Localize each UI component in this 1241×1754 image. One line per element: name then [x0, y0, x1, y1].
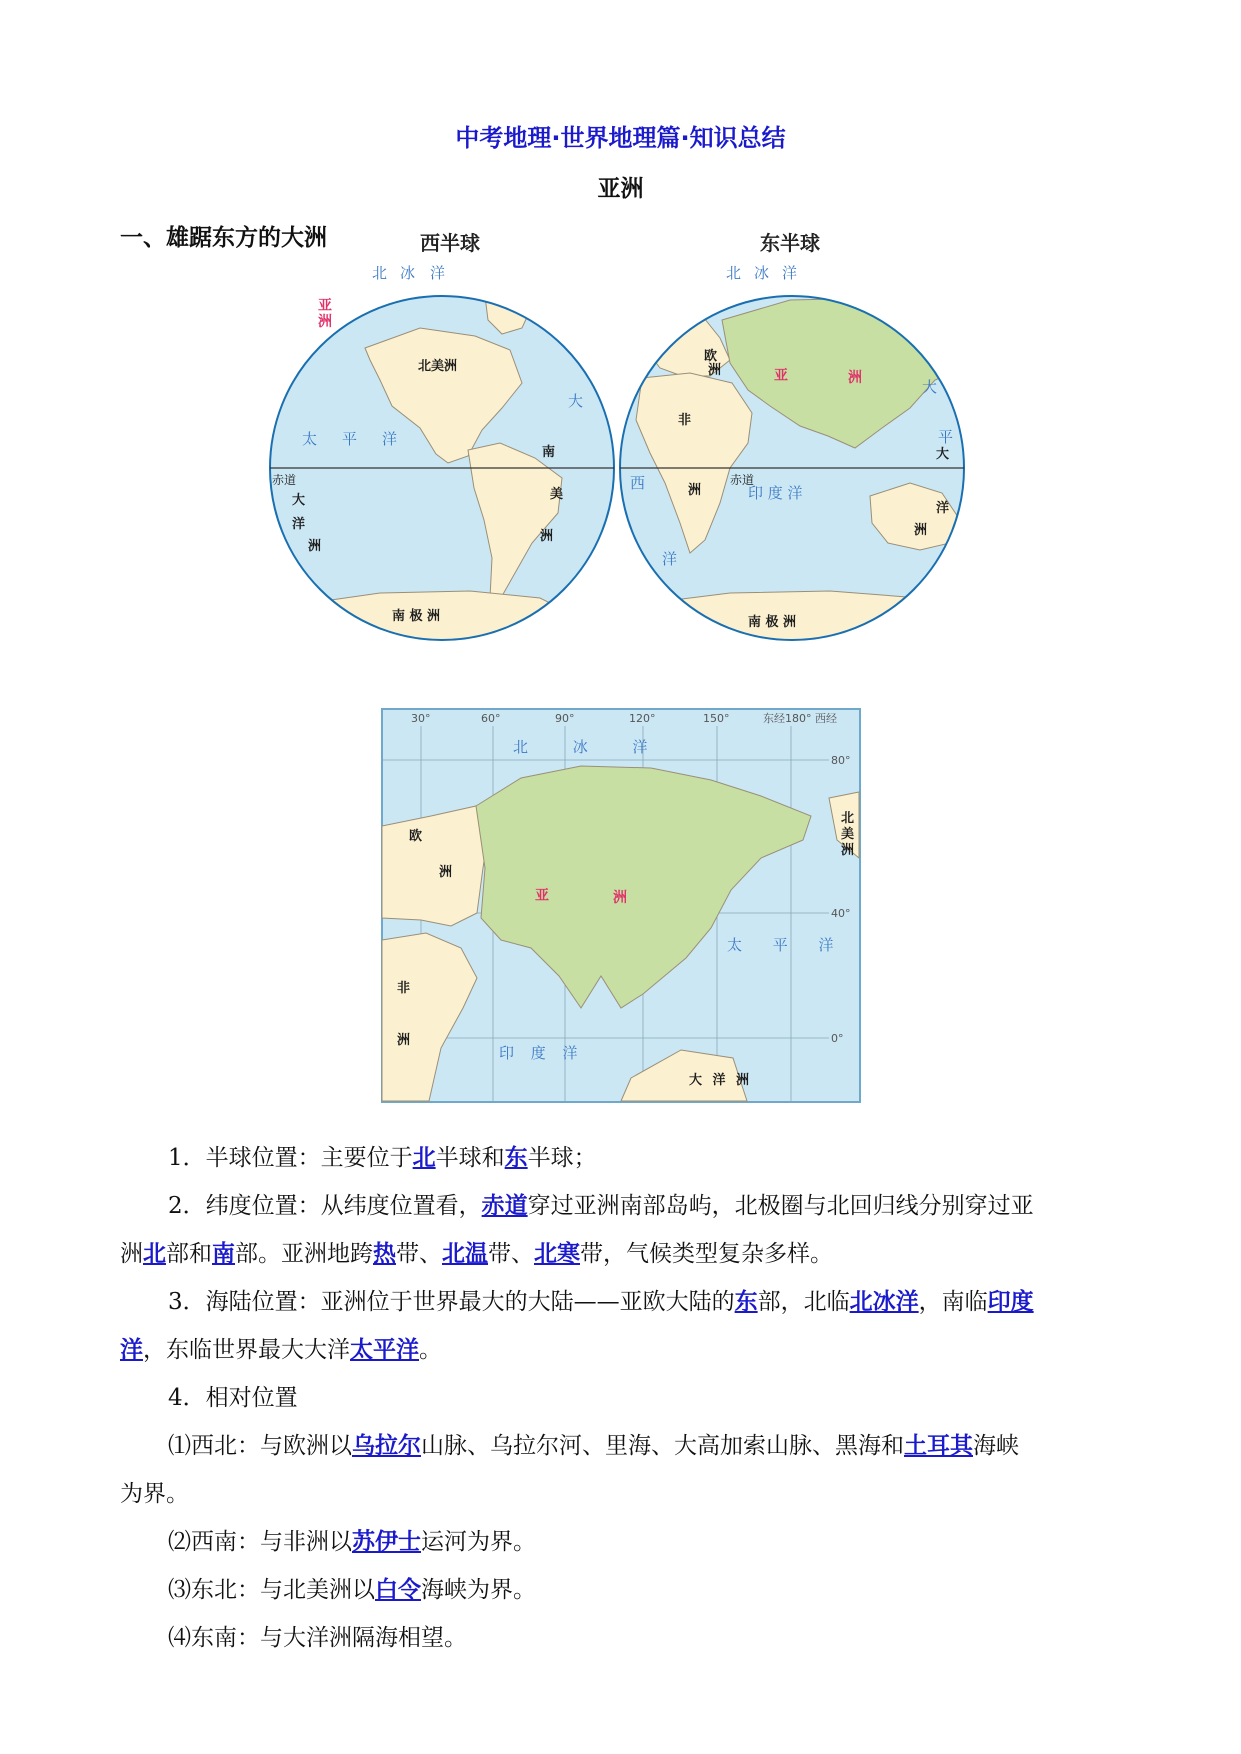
- p2-l1c: 穿过亚洲南部岛屿，北极圈与北回归线分别穿过亚: [527, 1193, 1034, 1219]
- asia-map-oceania: 大 洋 洲: [689, 1073, 750, 1088]
- lon-4: 120°: [629, 712, 656, 725]
- asia-map-asia-2: 洲: [613, 890, 627, 906]
- p2-l2i: 带、: [488, 1241, 534, 1267]
- w-equator: 赤道: [272, 473, 297, 487]
- asia-map-na-2: 美: [841, 827, 855, 842]
- lat-2: 40°: [831, 907, 851, 920]
- p5-l2: 为界。: [120, 1481, 189, 1507]
- p3-l2d: 。: [419, 1337, 442, 1363]
- asia-map-africa-2: 洲: [397, 1033, 411, 1048]
- asia-map: [381, 708, 861, 1103]
- p8-text: ⑷东南：与大洋洲隔海相望。: [168, 1625, 467, 1651]
- lon-3: 90°: [555, 712, 575, 725]
- p1-text-c: 半球和: [435, 1145, 505, 1171]
- answer-indian-ocean-a: 印度: [987, 1288, 1034, 1315]
- w-antarctica: 南 极 洲: [392, 609, 441, 624]
- answer-turkey: 土耳其: [904, 1432, 973, 1459]
- p2-l1a: 2．纬度位置：从纬度位置看，: [168, 1193, 482, 1219]
- p1-text-e: 半球；: [527, 1145, 597, 1171]
- e-oceania-da: 大: [936, 447, 950, 462]
- answer-tropical: 热: [373, 1240, 396, 1267]
- lon-5: 150°: [703, 712, 730, 725]
- document-title: 中考地理·世界地理篇·知识总结: [455, 124, 786, 152]
- lat-3: 0°: [831, 1032, 844, 1045]
- europe-region: [382, 806, 489, 926]
- p3-l2b: ，东临世界最大大洋: [143, 1337, 350, 1363]
- w-pacific-1: 太: [302, 430, 318, 448]
- p3-l1a: 3．海陆位置：亚洲位于世界最大的大陆——亚欧大陆的: [168, 1289, 735, 1315]
- answer-north-temperate: 北温: [442, 1240, 488, 1267]
- e-pacific-ping: 平: [938, 428, 954, 446]
- w-arctic-1: 北: [372, 264, 388, 282]
- w-atlantic: 大: [568, 392, 584, 410]
- p3-l1c: 部，北临: [757, 1289, 850, 1315]
- asia-tip-shape: [270, 288, 350, 330]
- east-hemisphere-title: 东半球: [760, 231, 820, 255]
- w-pacific-2: 平: [342, 430, 358, 448]
- e-asia-1: 亚: [774, 368, 788, 384]
- e-arctic-3: 洋: [782, 264, 798, 282]
- e-arctic-1: 北: [726, 264, 742, 282]
- answer-bering: 白令: [375, 1576, 421, 1603]
- w-pacific-3: 洋: [382, 430, 398, 448]
- asia-map-indian: 印 度 洋: [499, 1044, 578, 1062]
- hemisphere-map: [270, 231, 970, 658]
- point-sea-land: [120, 1278, 1120, 1374]
- lon-6: 东经180° 西经: [763, 712, 837, 725]
- w-arctic-2: 冰: [400, 264, 416, 282]
- point-hemisphere: [120, 1134, 1120, 1182]
- p2-l2e: 部。亚洲地跨: [235, 1241, 373, 1267]
- lon-1: 30°: [411, 712, 431, 725]
- e-atlantic-yang: 洋: [662, 550, 678, 568]
- e-oceania-zhou: 洲: [914, 523, 928, 538]
- e-pacific-big: 大: [922, 378, 938, 396]
- answer-south-part: 南: [212, 1240, 235, 1267]
- answer-ural: 乌拉尔: [352, 1432, 421, 1459]
- asia-map-arctic: 北 冰 洋: [513, 738, 648, 756]
- point-relative: [120, 1374, 1120, 1422]
- e-africa-1: 非: [678, 413, 692, 428]
- lon-2: 60°: [481, 712, 501, 725]
- p2-l2c: 部和: [166, 1241, 212, 1267]
- point-southwest: [120, 1518, 1120, 1566]
- p2-l2g: 带、: [396, 1241, 442, 1267]
- w-arctic-3: 洋: [430, 264, 446, 282]
- e-atlantic-west: 西: [630, 474, 646, 492]
- e-indian: 印 度 洋: [748, 484, 803, 502]
- w-sa-2: 美: [550, 487, 564, 502]
- continent-title: 亚洲: [597, 176, 644, 202]
- p5-l1e: 海峡: [973, 1433, 1019, 1459]
- e-europe-1: 欧: [704, 349, 718, 364]
- w-sa-1: 南: [542, 445, 556, 460]
- answer-pacific-ocean: 太平洋: [350, 1336, 419, 1363]
- answer-indian-ocean-b: 洋: [120, 1336, 143, 1363]
- asia-map-asia-1: 亚: [535, 888, 549, 904]
- p6-a: ⑵西南：与非洲以: [168, 1529, 352, 1555]
- antarctica-shape: [310, 591, 580, 658]
- p6-c: 运河为界。: [421, 1529, 536, 1555]
- answer-north-part: 北: [143, 1240, 166, 1267]
- p2-l2a: 洲: [120, 1241, 143, 1267]
- answer-equator: 赤道: [481, 1192, 528, 1219]
- answer-east-part: 东: [734, 1288, 758, 1315]
- p5-l1a: ⑴西北：与欧洲以: [168, 1433, 352, 1459]
- e-oceania-yang: 洋: [936, 501, 950, 516]
- point-latitude: [120, 1182, 1120, 1278]
- e-antarctica: 南 极 洲: [748, 615, 797, 630]
- answer-east: 东: [504, 1144, 528, 1171]
- point-southeast: [120, 1614, 1120, 1662]
- p3-l1e: ，南临: [918, 1289, 988, 1315]
- w-north-america: 北美洲: [418, 359, 458, 374]
- p5-l1c: 山脉、乌拉尔河、里海、大高加索山脉、黑海和: [421, 1433, 904, 1459]
- asia-map-europe-2: 洲: [439, 865, 453, 880]
- asia-map-africa-1: 非: [397, 981, 411, 996]
- west-hemisphere-title: 西半球: [420, 231, 480, 255]
- answer-arctic-ocean: 北冰洋: [849, 1288, 919, 1315]
- e-europe-2: 洲: [708, 363, 722, 378]
- p2-l2k: 带，气候类型复杂多样。: [580, 1241, 833, 1267]
- asia-map-pacific: 太 平 洋: [727, 936, 834, 954]
- answer-north: 北: [412, 1144, 436, 1171]
- p7-c: 海峡为界。: [421, 1577, 536, 1603]
- lat-1: 80°: [831, 754, 851, 767]
- e-equator: 赤道: [730, 473, 755, 487]
- w-asia-2: 洲: [318, 314, 332, 330]
- p7-a: ⑶东北：与北美洲以: [168, 1577, 375, 1603]
- p4-text: 4．相对位置: [168, 1385, 298, 1411]
- point-northeast: [120, 1566, 1120, 1614]
- w-oceania-2: 洋: [292, 517, 306, 532]
- asia-map-na-1: 北: [841, 811, 855, 826]
- w-sa-3: 洲: [540, 529, 554, 544]
- e-africa-2: 洲: [688, 483, 702, 498]
- asia-map-europe-1: 欧: [409, 829, 423, 844]
- w-oceania-3: 洲: [308, 539, 322, 554]
- w-asia-1: 亚: [318, 298, 332, 314]
- e-asia-2: 洲: [848, 370, 862, 386]
- answer-north-frigid: 北寒: [534, 1240, 580, 1267]
- e-arctic-2: 冰: [754, 264, 770, 282]
- east-antarctica-shape: [650, 591, 970, 658]
- answer-suez: 苏伊士: [352, 1528, 421, 1555]
- p1-text-a: 1．半球位置：主要位于: [168, 1145, 413, 1171]
- asia-map-na-3: 洲: [841, 843, 855, 858]
- w-oceania-1: 大: [292, 493, 306, 508]
- point-northwest: [120, 1422, 1120, 1518]
- section-heading: 一、雄踞东方的大洲: [120, 225, 327, 251]
